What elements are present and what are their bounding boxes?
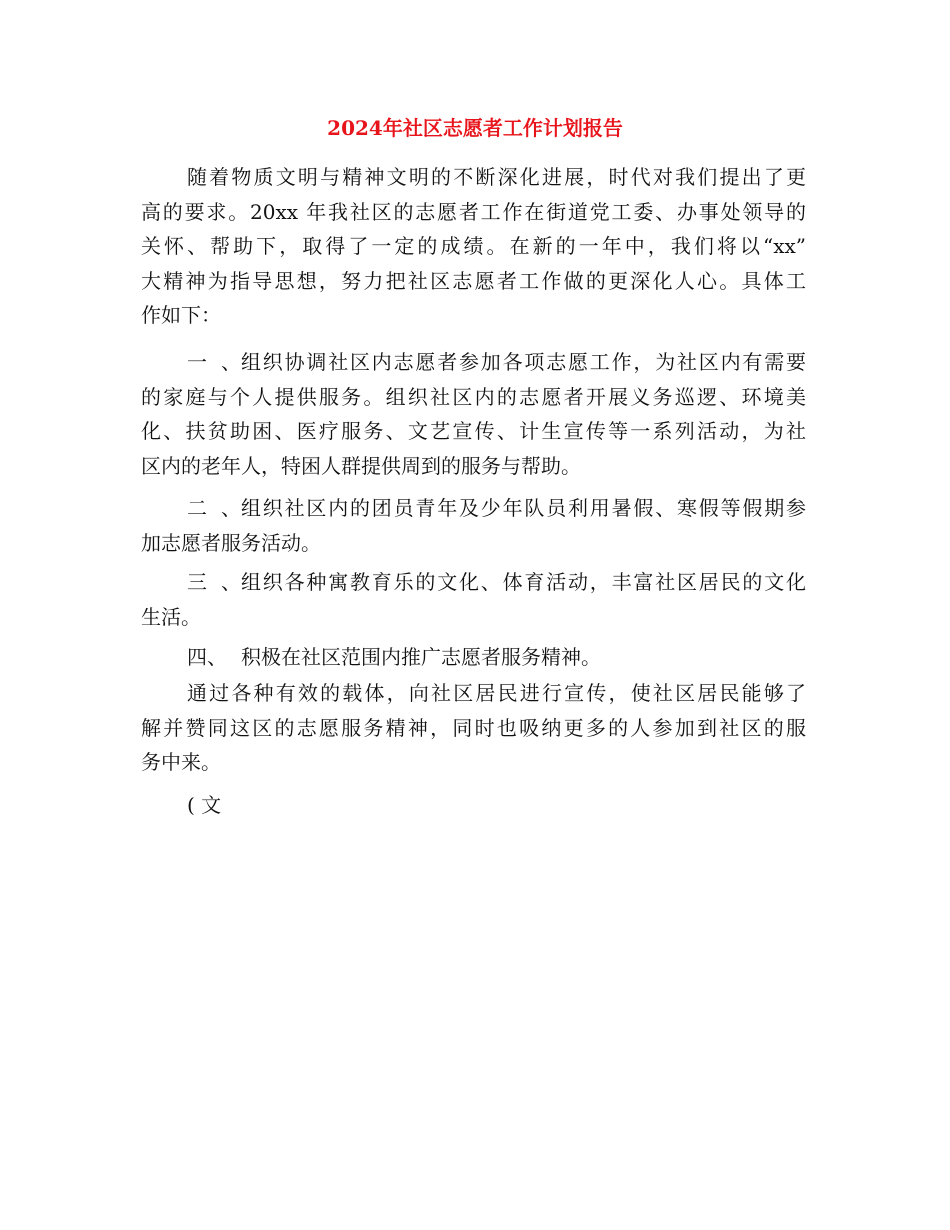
paragraph-line: 关怀、帮助下，取得了一定的成绩。在新的一年中，我们将以“xx” xyxy=(141,234,806,258)
item-marker: 三、 xyxy=(187,570,241,594)
list-item-3 xyxy=(141,565,806,634)
closing-paragraph xyxy=(141,676,806,780)
list-item-2 xyxy=(141,491,806,560)
item-text: 组织社区内的团员青年及少年队员利用暑假、寒假等假期参 xyxy=(241,496,806,520)
paragraph-line xyxy=(141,491,806,526)
list-item-1 xyxy=(141,345,806,483)
paragraph-line: 大精神为指导思想，努力把社区志愿者工作做的更深化人心。具体工 xyxy=(141,268,806,293)
paragraph-line: 生活。 xyxy=(141,604,201,629)
paragraph-line: 作如下： xyxy=(141,303,221,327)
document-title: 2024年社区志愿者工作计划报告 xyxy=(327,116,623,140)
item-marker: 四、 xyxy=(187,645,227,669)
item-text: 积极在社区范围内推广志愿者服务精神。 xyxy=(241,645,601,669)
paragraph-line: 务中来。 xyxy=(141,750,221,774)
paragraph-line: 区内的老年人，特困人群提供周到的服务与帮助。 xyxy=(141,453,581,478)
intro-paragraph xyxy=(141,160,806,333)
paragraph-line xyxy=(141,565,806,600)
paragraph-line: 高的要求。20xx 年我社区的志愿者工作在街道党工委、办事处领导的 xyxy=(141,199,806,224)
paragraph-line: 解并赞同这区的志愿服务精神，同时也吸纳更多的人参加到社区的服 xyxy=(141,715,806,740)
paragraph-line: 的家庭与个人提供服务。组织社区内的志愿者开展义务巡逻、环境美 xyxy=(141,384,806,409)
item-marker: 一、 xyxy=(187,350,241,374)
paragraph-line xyxy=(141,345,806,380)
paragraph-line: 化、扶贫助困、医疗服务、文艺宣传、计生宣传等一系列活动，为社 xyxy=(141,419,806,443)
paragraph-line: 随着物质文明与精神文明的不断深化进展，时代对我们提出了更 xyxy=(187,165,806,189)
list-item-4 xyxy=(141,640,806,675)
paragraph-line: ( 文 xyxy=(187,793,222,817)
item-marker: 二、 xyxy=(187,496,241,520)
paragraph-line: 加志愿者服务活动。 xyxy=(141,530,321,555)
item-text: 组织协调社区内志愿者参加各项志愿工作，为社区内有需要 xyxy=(241,350,806,374)
paragraph-line: 通过各种有效的载体，向社区居民进行宣传，使社区居民能够了 xyxy=(187,681,806,705)
trailing-fragment xyxy=(141,788,806,823)
paragraph-line xyxy=(141,640,806,675)
item-text: 组织各种寓教育乐的文化、体育活动，丰富社区居民的文化 xyxy=(241,570,806,594)
